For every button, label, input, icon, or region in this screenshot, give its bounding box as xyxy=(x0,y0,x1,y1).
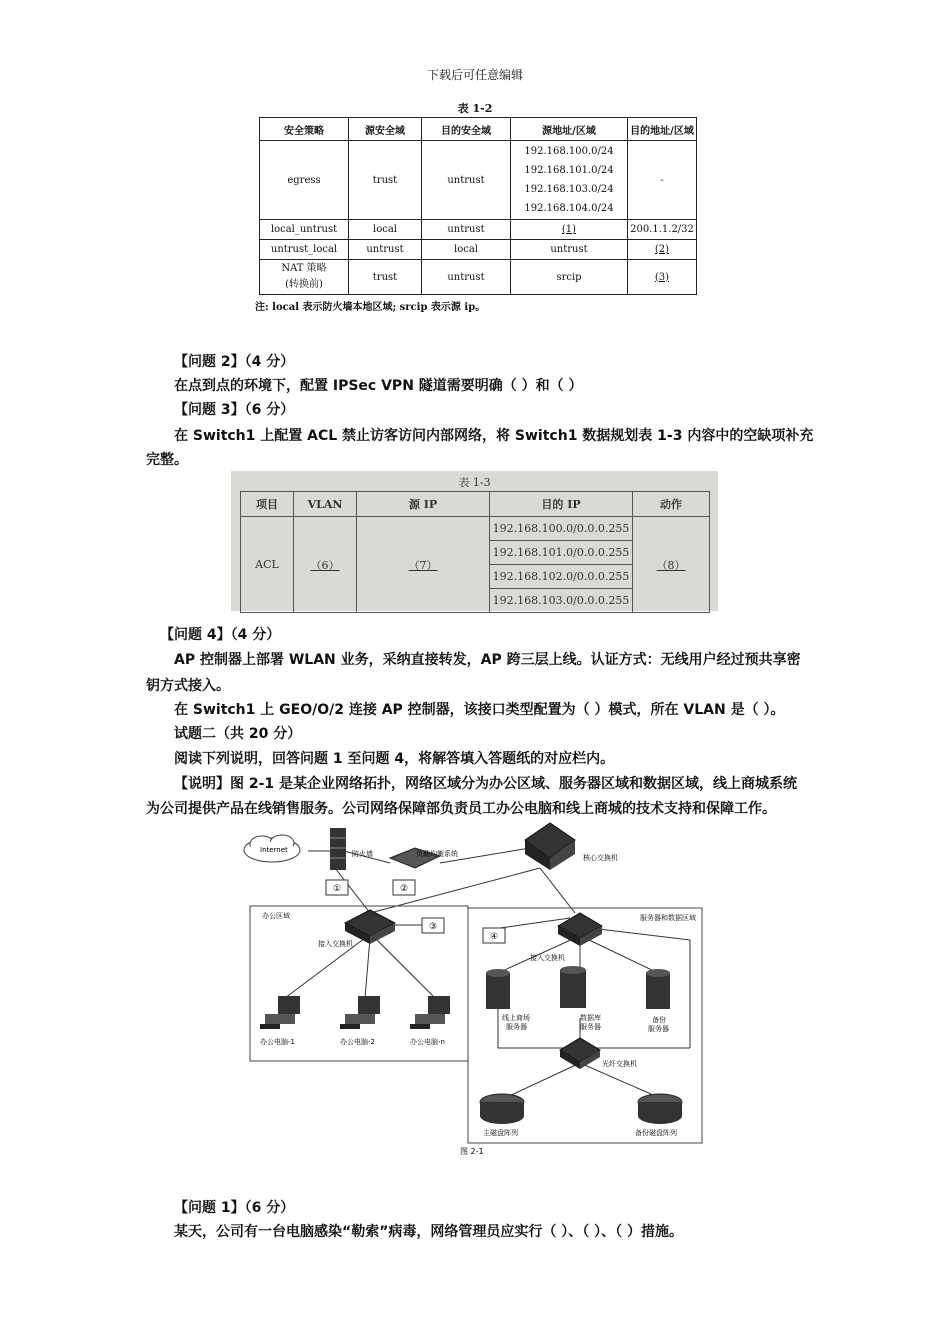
server-access-switch-label: 接入交换机 xyxy=(530,954,565,962)
fiber-switch-label: 光纤交换机 xyxy=(602,1060,637,1068)
server-zone-label: 服务器和数据区域 xyxy=(640,914,696,922)
office-pc-icon xyxy=(260,996,300,1029)
q4-text: AP 控制器上部署 WLAN 业务，采纳直接转发，AP 跨三层上线。认证方式：无线用户经过预共享密 xyxy=(174,652,801,668)
q1-title: 【问题 1】（6 分） xyxy=(174,1200,295,1216)
table-cell: srcip xyxy=(511,260,628,295)
table-1-3 xyxy=(240,491,710,613)
pc-label: 办公电脑-n xyxy=(410,1038,445,1046)
disk-array-icon xyxy=(638,1094,682,1124)
col-header: VLAN xyxy=(294,492,357,517)
table-cell: local_untrust xyxy=(260,220,349,240)
col-header: 目的 IP xyxy=(490,492,633,517)
office-pc-icon xyxy=(340,996,380,1029)
table-cell: untrust xyxy=(422,220,511,240)
figure-caption: 图 2-1 xyxy=(460,1147,484,1156)
section-title: 试题二（共 20 分） xyxy=(174,726,302,742)
table-cell: (2) xyxy=(628,240,697,260)
col-header: 源地址/区域 xyxy=(511,118,628,141)
table-cell: trust xyxy=(349,141,422,220)
table-cell: untrust_local xyxy=(260,240,349,260)
disk-array-label: 主磁盘阵列 xyxy=(483,1129,518,1137)
network-topology-diagram xyxy=(240,818,710,1158)
col-header: 安全策略 xyxy=(260,118,349,141)
q1-text: 某天，公司有一台电脑感染“勒索”病毒，网络管理员应实行（ ）、（ ）、（ ）措施。 xyxy=(174,1224,684,1240)
q3-text: 完整。 xyxy=(146,452,188,468)
table-cell: (3) xyxy=(628,260,697,295)
src-addr: 192.168.103.0/24 xyxy=(524,184,614,195)
pc-label: 办公电脑-1 xyxy=(260,1038,295,1046)
table-cell: egress xyxy=(260,141,349,220)
server-label: 服务器 xyxy=(506,1023,527,1031)
q4-text: 在 Switch1 上 GEO/O/2 连接 AP 控制器，该接口类型配置为（ ）模式，所在 VLAN 是（ ）。 xyxy=(174,702,785,718)
core-switch-label: 核心交换机 xyxy=(583,854,618,862)
src-addr: 192.168.104.0/24 xyxy=(524,203,614,214)
col-header: 目的地址/区域 xyxy=(628,118,697,141)
server-access-switch-icon xyxy=(558,913,602,946)
office-access-switch-label: 接入交换机 xyxy=(318,940,353,948)
core-switch-icon xyxy=(525,823,575,870)
server-icon xyxy=(486,969,510,1009)
table-cell: 192.168.102.0/0.0.0.255 xyxy=(490,565,633,589)
nat-line: NAT 策略 xyxy=(281,263,327,274)
table-cell: untrust xyxy=(422,141,511,220)
server-label: 服务器 xyxy=(580,1023,601,1031)
table-cell: untrust xyxy=(511,240,628,260)
src-addr: 192.168.101.0/24 xyxy=(524,165,614,176)
section-intro: 阅读下列说明，回答问题 1 至问题 4，将解答填入答题纸的对应栏内。 xyxy=(174,751,615,767)
nat-line: (转换前) xyxy=(285,279,323,290)
page-header: 下载后可任意编辑 xyxy=(426,68,523,82)
table-1-2-caption: 表 1-2 xyxy=(457,102,493,115)
server-icon xyxy=(560,966,586,1008)
server-label: 服务器 xyxy=(648,1025,669,1033)
table-cell: trust xyxy=(349,260,422,295)
table-cell: 192.168.100.0/0.0.0.255 xyxy=(490,517,633,541)
table-cell: local xyxy=(422,240,511,260)
col-header: 项目 xyxy=(241,492,294,517)
table-cell: （8） xyxy=(633,517,710,613)
internet-label: Internet xyxy=(260,846,288,854)
table-1-2 xyxy=(259,117,697,295)
q3-text: 在 Switch1 上配置 ACL 禁止访客访问内部网络，将 Switch1 数据规划表 1-3 内容中的空缺项补充 xyxy=(174,428,814,444)
col-header: 动作 xyxy=(633,492,710,517)
pc-label: 办公电脑-2 xyxy=(340,1038,375,1046)
table-cell: 200.1.1.2/32 xyxy=(628,220,697,240)
server-label: 线上商场 xyxy=(502,1014,530,1022)
server-label: 数据库 xyxy=(580,1014,601,1022)
col-header: 目的安全域 xyxy=(422,118,511,141)
table-cell xyxy=(260,260,349,295)
col-header: 源 IP xyxy=(357,492,490,517)
table-cell: untrust xyxy=(422,260,511,295)
table-1-2-note: 注: local 表示防火墙本地区域; srcip 表示源 ip。 xyxy=(255,302,486,313)
section-desc: 为公司提供产品在线销售服务。公司网络保障部负责员工办公电脑和线上商城的技术支持和保障工作。 xyxy=(146,801,776,817)
disk-array-icon xyxy=(480,1094,524,1124)
table-cell: （6） xyxy=(294,517,357,613)
table-cell: 192.168.101.0/0.0.0.255 xyxy=(490,541,633,565)
table-cell: untrust xyxy=(349,240,422,260)
fiber-switch-icon xyxy=(560,1038,600,1069)
marker-2: ② xyxy=(399,884,409,894)
q4-title: 【问题 4】（4 分） xyxy=(160,627,281,643)
table-cell: ACL xyxy=(241,517,294,613)
table-cell: local xyxy=(349,220,422,240)
section-desc: 【说明】图 2-1 是某企业网络拓扑，网络区域分为办公区域、服务器区域和数据区域，线上商城系统 xyxy=(174,776,798,792)
col-header: 源安全域 xyxy=(349,118,422,141)
table-cell: （7） xyxy=(357,517,490,613)
q2-title: 【问题 2】（4 分） xyxy=(174,354,295,370)
q2-text: 在点到点的环境下，配置 IPSec VPN 隧道需要明确（ ）和（ ） xyxy=(174,378,583,394)
server-icon xyxy=(646,969,670,1009)
firewall-label: 防火墙 xyxy=(352,850,373,858)
table-cell: 192.168.103.0/0.0.0.255 xyxy=(490,589,633,613)
load-balancer-label: 负载均衡系统 xyxy=(416,850,458,858)
server-label: 备份 xyxy=(652,1016,666,1024)
src-addr: 192.168.100.0/24 xyxy=(524,146,614,157)
office-zone-label: 办公区域 xyxy=(262,912,290,920)
q3-title: 【问题 3】（6 分） xyxy=(174,402,295,418)
table-cell xyxy=(511,141,628,220)
marker-1: ① xyxy=(332,884,342,894)
table-1-3-scan xyxy=(231,471,718,611)
firewall-icon xyxy=(330,828,346,870)
marker-3: ③ xyxy=(428,922,438,932)
q4-text: 钥方式接入。 xyxy=(146,678,230,694)
table-cell: (1) xyxy=(511,220,628,240)
disk-array-label: 备份磁盘阵列 xyxy=(635,1129,677,1137)
marker-4: ④ xyxy=(489,932,499,942)
office-access-switch-icon xyxy=(345,910,395,944)
office-pc-icon xyxy=(410,996,450,1029)
table-1-3-caption: 表 1-3 xyxy=(458,476,491,489)
table-cell: - xyxy=(628,141,697,220)
